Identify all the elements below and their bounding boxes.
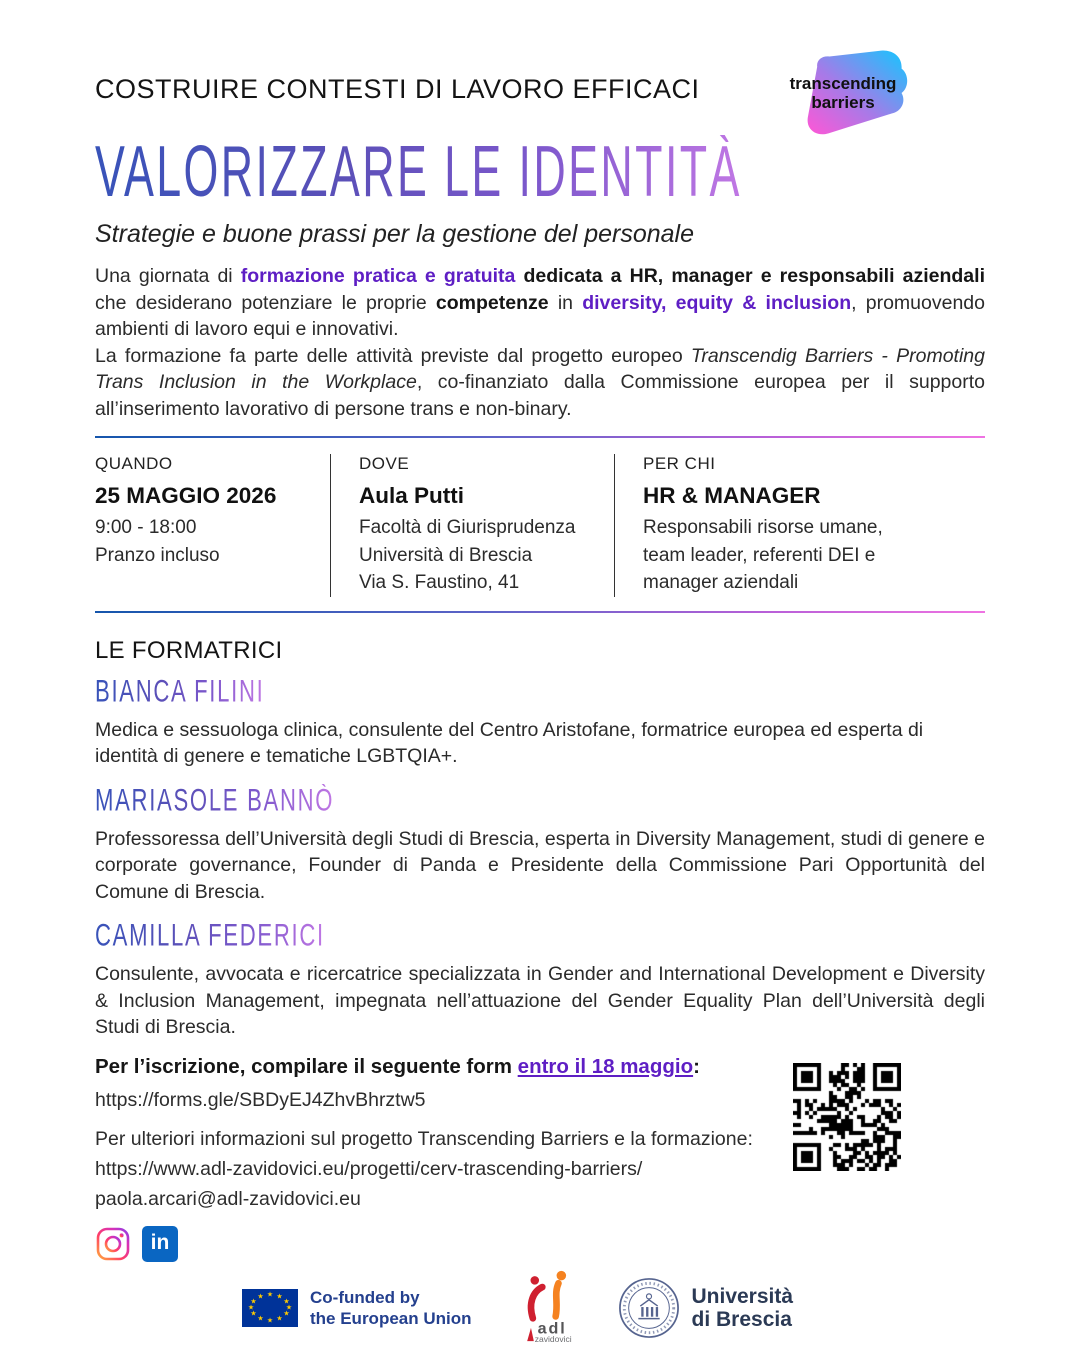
- info-line: Per ulteriori informazioni sul progetto Transcending Barriers e la formazione:: [95, 1127, 753, 1150]
- header: [95, 48, 985, 138]
- eu-cofunded-logo: [242, 1287, 472, 1329]
- trainer-block: [95, 780, 985, 906]
- page-subtitle: Strategie e buone prassi per la gestione del personale: [95, 220, 695, 248]
- divider-bottom: [95, 611, 985, 613]
- where-address: Via S. Faustino, 41: [359, 572, 520, 593]
- detail-where: [330, 454, 614, 597]
- form-url-link[interactable]: https://forms.gle/SBDyEJ4ZhvBhrztw5: [95, 1088, 426, 1111]
- intro-paragraph-2: La formazione fa parte delle attività previste dal progetto europeo Transcendig Barriers - Promoting Trans Inclusion in the Workplace, co-finanziato dalla Commissione europea per il supporto all’inserimento lavorativo di persone trans e non-binary.: [95, 344, 985, 420]
- trainer-1-name: BIANCA FILINI: [95, 671, 265, 709]
- audience-heading: HR & MANAGER: [643, 483, 821, 508]
- unibs-label: Università di Brescia: [691, 1285, 794, 1331]
- audience-line-3: manager aziendali: [643, 572, 799, 593]
- trainer-3-bio: Consulente, avvocata e ricercatrice specializzata in Gender and International Development e Diversity & Inclusion Management, impegnata nell’attuazione del Gender Equality Plan dell’Università degli Studi di Brescia.: [95, 963, 985, 1038]
- registration-section: [95, 1055, 985, 1211]
- audience-line-1: Responsabili risorse umane,: [643, 517, 883, 538]
- where-university: Università di Brescia: [359, 544, 533, 566]
- detail-when: [95, 454, 330, 597]
- event-details: [95, 438, 985, 609]
- qr-code: [793, 1063, 901, 1171]
- logo-word-1: transcending: [789, 74, 897, 93]
- trainer-1-bio: Medica e sessuologa clinica, consulente del Centro Aristofane, formatrice europea ed esperta di identità di genere e tematiche LGBTQIA+.: [95, 718, 924, 767]
- when-label: QUANDO: [95, 454, 173, 473]
- linkedin-icon[interactable]: in: [142, 1226, 178, 1262]
- trainer-2-bio: Professoressa dell’Università degli Studi di Brescia, esperta in Diversity Management, studi di genere e corporate governance, Founder di Panda e Presidente della Commissione Pari Opportunità del Comune di Brescia.: [95, 827, 985, 903]
- contact-email-link[interactable]: paola.arcari@adl-zavidovici.eu: [95, 1187, 361, 1210]
- adl-zavidovici-logo: [506, 1269, 592, 1348]
- audience-label: PER CHI: [643, 454, 716, 473]
- adl-figures-icon: [506, 1269, 592, 1343]
- partner-logos: [95, 1269, 985, 1348]
- eu-cofunded-label: Co-funded by the European Union: [310, 1288, 472, 1328]
- when-lunch: Pranzo incluso: [95, 544, 220, 566]
- social-links: [95, 1226, 985, 1262]
- trainer-3-name: CAMILLA FEDERICI: [95, 916, 325, 954]
- page-title: VALORIZZARE LE IDENTITÀ: [95, 129, 742, 212]
- when-time: 9:00 - 18:00: [95, 517, 197, 538]
- logo-wordmark: [773, 74, 913, 112]
- svg-text:adl: adl: [537, 1319, 567, 1338]
- where-venue: Aula Putti: [359, 483, 464, 508]
- unibs-logo: [618, 1277, 794, 1339]
- trainer-2-name: MARIASOLE BANNÒ: [95, 780, 335, 818]
- logo-word-2: barriers: [811, 93, 875, 112]
- svg-text:zavidovici: zavidovici: [534, 1333, 572, 1343]
- intro: [95, 263, 985, 422]
- page-kicker: COSTRUIRE CONTESTI DI LAVORO EFFICACI: [95, 74, 700, 104]
- trainer-block: [95, 671, 985, 770]
- project-url-link[interactable]: https://www.adl-zavidovici.eu/progetti/cerv-trascending-barriers/: [95, 1157, 643, 1180]
- intro-paragraph-1: Una giornata di formazione pratica e gratuita dedicata a HR, manager e responsabili aziendali che desiderano potenziare le proprie competenze in diversity, equity & inclusion, promuovendo ambienti di lavoro equi e innovativi.: [95, 265, 985, 340]
- where-faculty: Facoltà di Giurisprudenza: [359, 517, 576, 538]
- audience-line-2: team leader, referenti DEI e: [643, 544, 876, 566]
- unibs-seal-icon: [618, 1277, 680, 1339]
- transcending-barriers-logo: [789, 48, 911, 138]
- when-date: 25 MAGGIO 2026: [95, 483, 277, 508]
- where-label: DOVE: [359, 454, 410, 473]
- trainers-section-title: LE FORMATRICI: [95, 636, 283, 664]
- detail-audience: [614, 454, 903, 597]
- trainer-block: [95, 916, 985, 1041]
- registration-headline: Per l’iscrizione, compilare il seguente form entro il 18 maggio:: [95, 1054, 700, 1078]
- eu-flag-icon: ★ ★ ★ ★ ★ ★ ★ ★ ★ ★ ★ ★: [242, 1289, 298, 1327]
- instagram-icon[interactable]: [95, 1226, 131, 1262]
